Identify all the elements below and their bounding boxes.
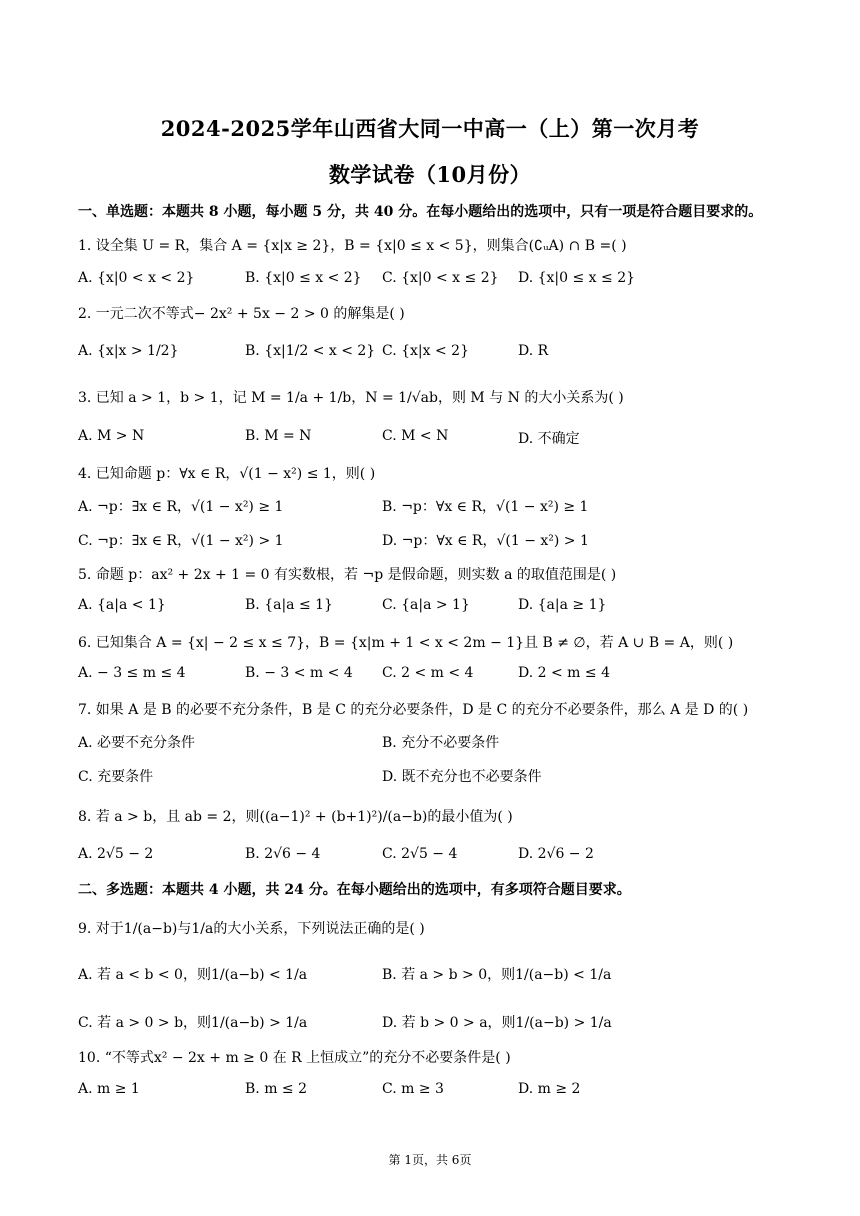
question-stem: 10. “不等式x² − 2x + m ≥ 0 在 R 上恒成立”的充分不必要条件是( ) (78, 1050, 511, 1066)
option-c: C. ¬p：∃x ∈ R，√(1 − x²) > 1 (78, 533, 284, 549)
section-heading-single-choice: 一、单选题：本题共 8 小题，每小题 5 分，共 40 分。在每小题给出的选项中，只有一项是符合题目要求的。 (78, 204, 763, 220)
page-footer: 第 1页，共 6页 (388, 1153, 472, 1167)
option-b: B. − 3 < m < 4 (245, 665, 353, 681)
option-c: C. M < N (382, 428, 449, 444)
option-c: C. {a|a > 1} (382, 597, 470, 613)
option-b: B. M = N (245, 428, 312, 444)
option-c: C. 若 a > 0 > b，则1/(a−b) > 1/a (78, 1015, 308, 1031)
option-a: A. M > N (78, 428, 145, 444)
option-b: B. {x|0 ≤ x < 2} (245, 270, 362, 286)
option-a: A. {x|x > 1/2} (78, 343, 179, 359)
question-stem: 4. 已知命题 p：∀x ∈ R，√(1 − x²) ≤ 1，则( ) (78, 466, 376, 482)
option-c: C. 充要条件 (78, 769, 154, 785)
option-a: A. 2√5 − 2 (78, 846, 154, 862)
option-a: A. {a|a < 1} (78, 597, 166, 613)
option-c: C. 2 < m < 4 (382, 665, 474, 681)
option-a: A. {x|0 < x < 2} (78, 270, 195, 286)
option-d: D. {a|a ≥ 1} (518, 597, 607, 613)
option-b: B. {a|a ≤ 1} (245, 597, 333, 613)
option-a: A. − 3 ≤ m ≤ 4 (78, 665, 186, 681)
option-d: D. 若 b > 0 > a，则1/(a−b) > 1/a (382, 1015, 612, 1031)
option-b: B. 若 a > b > 0，则1/(a−b) < 1/a (382, 967, 612, 983)
section-heading-multi-choice: 二、多选题：本题共 4 小题，共 24 分。在每小题给出的选项中，有多项符合题目要求。 (78, 882, 631, 898)
question-stem: 1. 设全集 U = R，集合 A = {x|x ≥ 2}，B = {x|0 ≤ x < 5}，则集合(∁ᵤA) ∩ B =( ) (78, 238, 627, 254)
option-d: D. R (518, 343, 549, 359)
question-stem: 9. 对于1/(a−b)与1/a的大小关系，下列说法正确的是( ) (78, 921, 425, 937)
option-d: D. {x|0 ≤ x ≤ 2} (518, 270, 636, 286)
question-stem: 3. 已知 a > 1，b > 1，记 M = 1/a + 1/b，N = 1/√ab，则 M 与 N 的大小关系为( ) (78, 390, 624, 406)
option-c: C. {x|x < 2} (382, 343, 469, 359)
option-b: B. 充分不必要条件 (382, 735, 500, 751)
option-a: A. ¬p：∃x ∈ R，√(1 − x²) ≥ 1 (78, 499, 284, 515)
option-b: B. {x|1/2 < x < 2} (245, 343, 376, 359)
question-stem: 8. 若 a > b，且 ab = 2，则((a−1)² + (b+1)²)/(a−b)的最小值为( ) (78, 809, 513, 825)
exam-title: 2024-2025学年山西省大同一中高一（上）第一次月考 (160, 116, 700, 141)
option-d: D. 2 < m ≤ 4 (518, 665, 610, 681)
option-a: A. 若 a < b < 0，则1/(a−b) < 1/a (78, 967, 308, 983)
question-stem: 5. 命题 p：ax² + 2x + 1 = 0 有实数根，若 ¬p 是假命题，则实数 a 的取值范围是( ) (78, 567, 617, 583)
option-c: C. m ≥ 3 (382, 1081, 444, 1097)
option-b: B. m ≤ 2 (245, 1081, 308, 1097)
question-stem: 7. 如果 A 是 B 的必要不充分条件，B 是 C 的充分必要条件，D 是 C 的充分不必要条件，那么 A 是 D 的( ) (78, 702, 749, 718)
exam-subtitle: 数学试卷（10月份） (328, 162, 532, 187)
option-b: B. ¬p：∀x ∈ R，√(1 − x²) ≥ 1 (382, 499, 589, 515)
option-d: D. ¬p：∀x ∈ R，√(1 − x²) > 1 (382, 533, 589, 549)
option-a: A. 必要不充分条件 (78, 735, 196, 751)
option-d: D. m ≥ 2 (518, 1081, 581, 1097)
option-c: C. {x|0 < x ≤ 2} (382, 270, 499, 286)
option-d: D. 不确定 (518, 431, 580, 447)
option-d: D. 2√6 − 2 (518, 846, 594, 862)
option-d: D. 既不充分也不必要条件 (382, 769, 542, 785)
option-a: A. m ≥ 1 (78, 1081, 140, 1097)
option-b: B. 2√6 − 4 (245, 846, 321, 862)
question-stem: 6. 已知集合 A = {x| − 2 ≤ x ≤ 7}，B = {x|m + 1 < x < 2m − 1}且 B ≠ ∅，若 A ∪ B = A，则( ) (78, 635, 734, 651)
option-c: C. 2√5 − 4 (382, 846, 458, 862)
question-stem: 2. 一元二次不等式− 2x² + 5x − 2 > 0 的解集是( ) (78, 306, 405, 322)
